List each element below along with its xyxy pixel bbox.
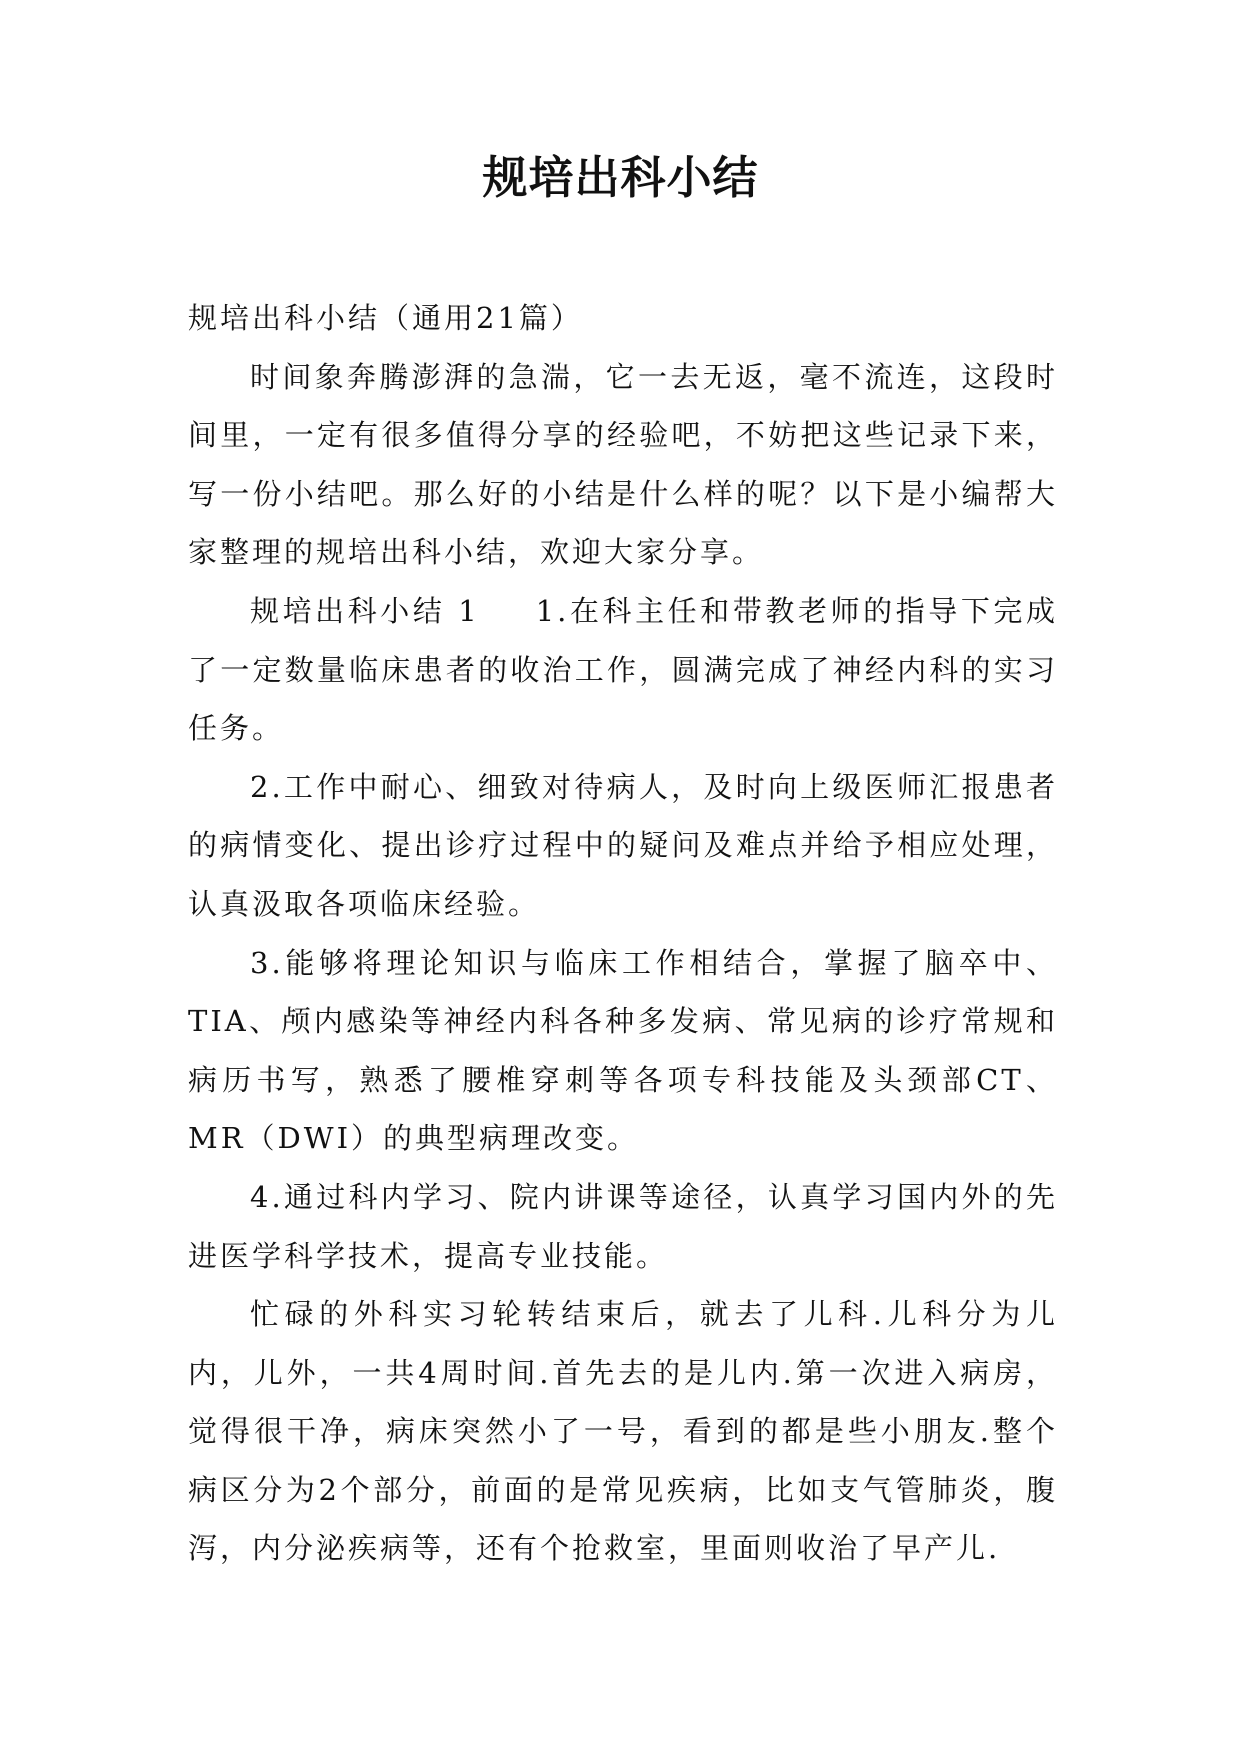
document-body bbox=[188, 289, 1058, 1578]
section-1-heading: 规培出科小结 1 bbox=[250, 593, 480, 628]
document-title: 规培出科小结 bbox=[482, 151, 759, 204]
item-4-paragraph: 4.通过科内学习、院内讲课等途径，认真学习国内外的先进医学科学技术，提高专业技能。 bbox=[188, 1179, 1058, 1273]
document-subtitle: 规培出科小结（通用21篇） bbox=[188, 301, 583, 335]
intro-paragraph: 时间象奔腾澎湃的急湍，它一去无返，毫不流连，这段时间里，一定有很多值得分享的经验吧，不妨把这些记录下来，写一份小结吧。那么好的小结是什么样的呢？以下是小编帮大家整理的规培出科小结，欢迎大家分享。 bbox=[188, 359, 1058, 570]
item-2-paragraph: 2.工作中耐心、细致对待病人，及时向上级医师汇报患者的病情变化、提出诊疗过程中的疑问及难点并给予相应处理，认真汲取各项临床经验。 bbox=[188, 769, 1058, 921]
pediatrics-paragraph: 忙碌的外科实习轮转结束后，就去了儿科.儿科分为儿内，儿外，一共4周时间.首先去的是儿内.第一次进入病房，觉得很干净，病床突然小了一号，看到的都是些小朋友.整个病区分为2个部分，前面的是常见疾病，比如支气管肺炎，腹泻，内分泌疾病等，还有个抢救室，里面则收治了早产儿. bbox=[188, 1297, 1058, 1566]
section-1-paragraph bbox=[188, 582, 1058, 758]
item-1-text: 1.在科主任和带教老师的指导下完成了一定数量临床患者的收治工作，圆满完成了神经内科的实习任务。 bbox=[188, 593, 1059, 746]
item-3-paragraph: 3.能够将理论知识与临床工作相结合，掌握了脑卒中、TIA、颅内感染等神经内科各种多发病、常见病的诊疗常规和病历书写，熟悉了腰椎穿刺等各项专科技能及头颈部CT、MR（DWI）的典型病理改变。 bbox=[188, 945, 1058, 1156]
